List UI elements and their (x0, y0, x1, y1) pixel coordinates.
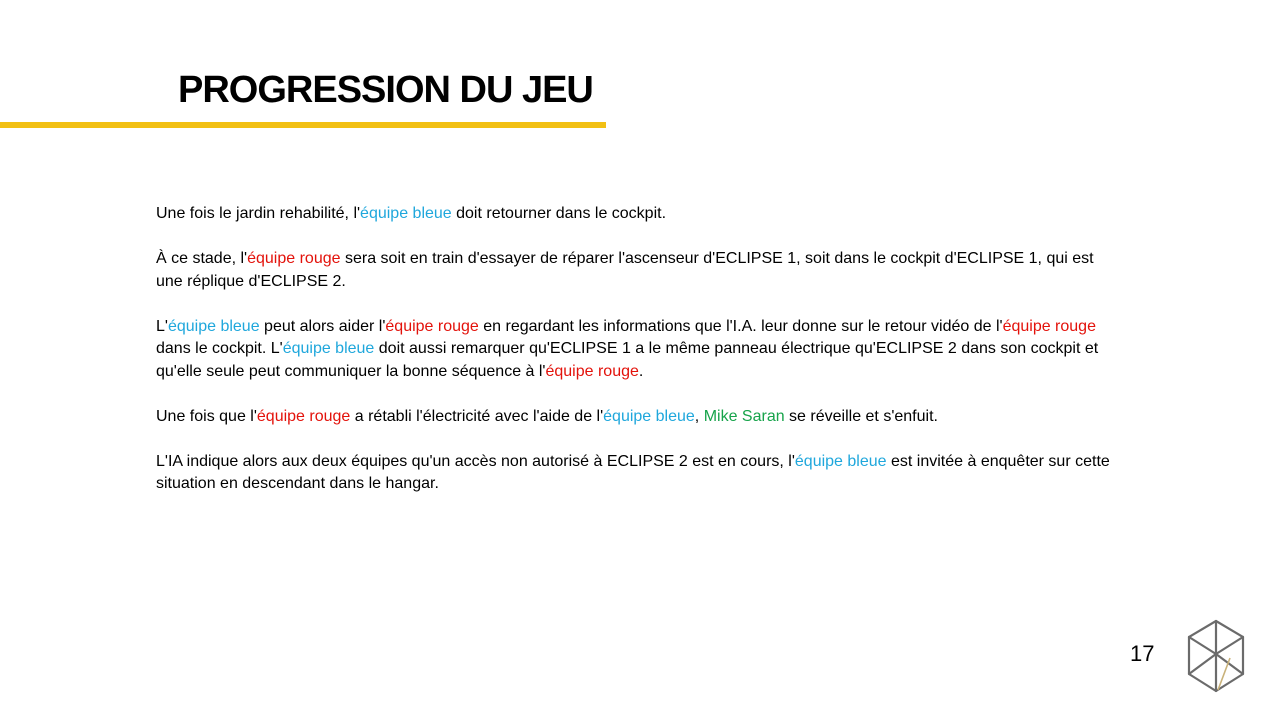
paragraph-5 (156, 451, 1116, 496)
text-segment: peut alors aider l' (259, 317, 386, 335)
paragraph-2 (156, 248, 1116, 293)
team-red-mention: équipe rouge (256, 407, 351, 425)
text-segment: est invitée à enquêter sur cette situation en descendant dans le hangar. (156, 452, 1110, 492)
text-segment: L' (156, 317, 168, 335)
team-red-mention: équipe rouge (1002, 317, 1096, 335)
title-underline (0, 122, 606, 128)
text-segment: sera soit en train d'essayer de réparer l'ascenseur d'ECLIPSE 1, soit dans le cockpit d'ECLIPSE 1, qui est une réplique d'ECLIPSE 2. (156, 250, 1094, 290)
team-red-mention: équipe rouge (247, 250, 341, 267)
slide-body (156, 203, 1116, 518)
team-blue-mention: équipe bleue (360, 205, 452, 222)
text-segment: L'IA indique alors aux deux équipes qu'un accès non autorisé à ECLIPSE 2 est en cours, l' (156, 452, 795, 470)
text-segment: doit aussi remarquer qu'ECLIPSE 1 a le même panneau électrique qu'ECLIPSE 2 dans son cockpit et qu'elle seule peut communiquer la bonne séquence à l' (156, 340, 1099, 380)
page-number: 17 (1130, 641, 1155, 666)
paragraph-1 (156, 203, 1116, 226)
text-segment: se réveille et s'enfuit. (784, 407, 938, 425)
paragraph-3 (156, 316, 1116, 384)
team-blue-mention: équipe bleue (282, 340, 375, 357)
text-segment: , (694, 407, 704, 425)
team-blue-mention: équipe bleue (794, 452, 887, 470)
cube-wireframe-icon (1186, 618, 1246, 694)
character-mention: Mike Saran (703, 407, 785, 425)
text-segment: Une fois que l' (156, 407, 257, 425)
slide-title: PROGRESSION DU JEU (178, 69, 593, 111)
text-segment: dans le cockpit. L' (156, 340, 283, 357)
text-segment: doit retourner dans le cockpit. (451, 205, 667, 222)
text-segment: Une fois le jardin rehabilité, l' (156, 205, 361, 222)
text-segment: en regardant les informations que l'I.A. leur donne sur le retour vidéo de l' (478, 317, 1003, 335)
text-segment: . (638, 362, 644, 380)
team-blue-mention: équipe bleue (603, 407, 695, 425)
team-red-mention: équipe rouge (545, 362, 639, 380)
team-blue-mention: équipe bleue (167, 317, 260, 335)
text-segment: À ce stade, l' (156, 250, 248, 267)
paragraph-4 (156, 406, 1116, 429)
team-red-mention: équipe rouge (385, 317, 479, 335)
text-segment: a rétabli l'électricité avec l'aide de l' (350, 407, 604, 425)
